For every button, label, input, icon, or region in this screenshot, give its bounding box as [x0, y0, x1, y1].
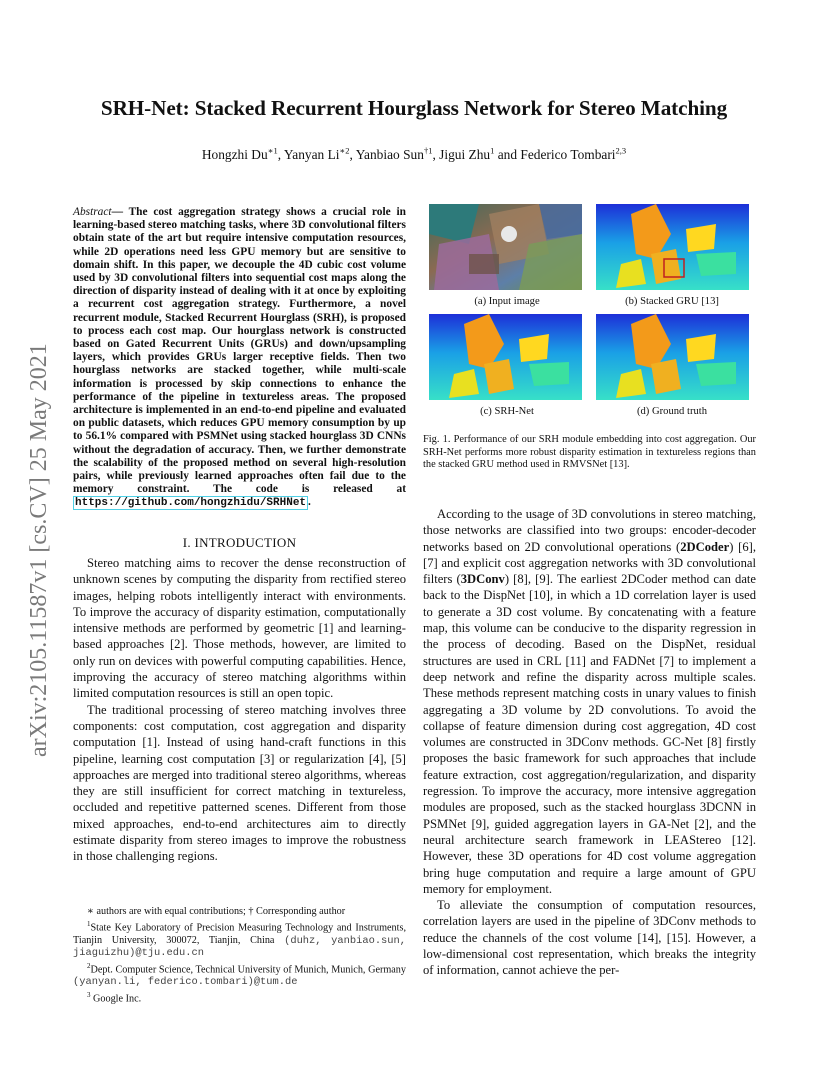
- author-list: [0, 146, 828, 163]
- figure-caption: Fig. 1. Performance of our SRH module embedding into cost aggregation. Our SRH-Net performs more robust disparity estimation in textureless regions than the stacked GRU method used in RMVSNet [13].: [423, 434, 756, 471]
- footnote-affiliation-3: $^3$ Google Inc.: [87, 990, 142, 1004]
- code-repository-link[interactable]: https://github.com/hongzhidu/SRHNet: [75, 497, 307, 510]
- paper-title: SRH-Net: Stacked Recurrent Hourglass Network for Stereo Matching: [100, 96, 728, 120]
- paragraph: Stereo matching aims to recover the dense reconstruction of unknown scenes by computing the disparity from rectified stereo images, helping robots intelligently interact with environments. To improve the accuracy of disparity estimation, computationally intensive methods are performed by geometric [1] and learning-based approaches [2]. Those methods, however, are limited to only run on devices with powerful computing capabilities. Hence, improving the accuracy of stereo matching algorithms within limited computation resources is still an open topic.: [73, 556, 406, 701]
- subcaption-a: (a) Input image: [474, 296, 540, 307]
- paragraph: According to the usage of 3D convolutions in stereo matching, those networks are classified into two groups: encoder-decoder networks based on 2D convolutional operations (2DCoder) [6], [7] and explicit cost aggregation networks with 3D convolutional filters (3DConv) [8], [9]. The earliest 2DCoder method can date back to the DispNet [10], in which a 1D correlation layer is used to generate a 3D cost volume. By concatenating with a feature map, this volume can be conducive to the disparity regression in the process of decoding. Based on the DispNet, residual structures are used in CRL [11] and FADNet [7] to implement a deep network and refine the disparity across multiple scales. These methods represent matching costs in unary values to finish aggregating a 3D volume by 2D convolutions. To avoid the collapse of feature dimension during cost aggregation, 4D cost volumes are constructed in 3DConv methods. GC-Net [8] firstly proposes the basic framework for such approaches that include feature extraction, cost aggregation/regularization, and disparity regression. To improve the accuracy, more intensive aggregation modules are proposed, such as the stacked hourglass 3DCNN in PSMNet [9], guided aggregation layers in GA-Net [2], and the neural architecture search framework in LEAStereo [12]. However, these 3D operations for 4D cost volume aggregation bring huge computation and require a large amount of GPU memory for employment.: [423, 507, 757, 896]
- right-column-body: [423, 506, 756, 979]
- figure-stacked-gru-output: [596, 204, 749, 290]
- email: (yanyan.li, federico.tombari)@tum.de: [73, 976, 298, 989]
- figure-input-image: [429, 204, 582, 290]
- author: Hongzhi $Du^{∗1}$,: [201, 146, 284, 163]
- figure-ground-truth: [596, 314, 749, 400]
- footnote-affiliation-2: $^2$Dept. Computer Science, Technical University of Munich, Munich, Germany (yanyan.li, federico.tombari)@tum.de: [73, 961, 406, 989]
- arxiv-side-stamp: [16, 180, 56, 760]
- footnotes: [73, 906, 406, 1005]
- paragraph: To alleviate the consumption of computation resources, correlation layers are used in the pipeline of 3DConv methods to reduce the channels of the cost volume [14], [15]. However, a low-dimensional cost representation, which breaks the integrity of information, cannot achieve the per-: [423, 898, 756, 978]
- arxiv-identifier: arXiv:2105.11587v1 [cs.CV] 25 May 2021: [26, 343, 52, 757]
- term-3dconv: 3DConv: [460, 572, 505, 587]
- footnote-equal-contribution: ∗ authors are with equal contributions; † Corresponding author: [87, 906, 346, 917]
- abstract-text: The cost aggregation strategy shows a crucial role in learning-based stereo matching tasks, where 3D convolutional filters obtain state of the art but require intensive computation resources, while 2D operations need less GPU memory but are sensitive to domain shift. In this paper, we decouple the 4D cubic cost volume used by 3D convolutional filters into sequential cost maps along the direction of disparity instead of dealing with it at once by exploiting a recurrent cost aggregation strategy. Furthermore, a novel recurrent module, Stacked Recurrent Hourglass (SRH), is proposed to process each cost map. Our hourglass network is constructed based on Gated Recurrent Units (GRUs) and down/upsampling layers, which provides GRUs larger receptive fields. Then two hourglass networks are stacked together, while multi-scale information is processed by skip connections to enhance the performance of the pipeline in textureless areas. The proposed architecture is implemented in an end-to-end pipeline and evaluated on public datasets, which reduces GPU memory consumption by up to 56.1% compared with PSMNet using stacked hourglass 3D CNNs without the degradation of accuracy. Then, we further demonstrate the scalability of the proposed method on several high-resolution pairs, while previously learned approaches often fail due to the memory constraint. The code is released at: [73, 206, 406, 496]
- term-2dcoder: 2DCoder: [680, 539, 730, 554]
- author: Jigui Zhu$^1$ and: [439, 146, 521, 163]
- abstract: Abstract— The cost aggregation strategy shows a crucial role in learning-based stereo matching tasks, where 3D convolutional filters obtain state of the art but require intensive computation resources, while 2D operations need less GPU memory but are sensitive to domain shift. In this paper, we decouple the 4D cubic cost volume used by 3D convolutional filters into sequential cost maps along the direction of disparity instead of dealing with it at once by exploiting a recurrent cost aggregation strategy. Furthermore, a novel recurrent module, Stacked Recurrent Hourglass (SRH), is proposed to process each cost map. Our hourglass network is constructed based on Gated Recurrent Units (GRUs) and down/upsampling layers, which provides GRUs larger receptive fields. Then two hourglass networks are stacked together, while multi-scale information is processed by skip connections to enhance the performance of the pipeline in textureless areas. The proposed architecture is implemented in an end-to-end pipeline and evaluated on public datasets, which reduces GPU memory consumption by up to 56.1% compared with PSMNet using stacked hourglass 3D CNNs without the degradation of accuracy. Then, we further demonstrate the scalability of the proposed method on several high-resolution pairs, while previously learned approaches often fail due to the memory constraint. The code is released at https://github.com/hongzhidu/SRHNet .: [73, 206, 406, 510]
- author: Yanyan $Li^{∗2}$,: [283, 146, 356, 163]
- email: yanbiao.sun, jiaguizhu)@tju.edu.cn: [73, 934, 406, 960]
- figure-srh-net-output: [429, 314, 582, 400]
- email: (duhz,: [284, 934, 322, 947]
- footnote-affiliation-1: $^1$State Key Laboratory of Precision Measuring Technology and Instruments, Tianjin University, 300072, Tianjin, China (duhz, yanbiao.sun, jiaguizhu)@tju.edu.cn: [73, 920, 406, 960]
- introduction-body: [73, 555, 406, 865]
- author: Yanbiao Sun$^{\dagger 1}$,: [355, 146, 440, 163]
- subcaption-b: (b) Stacked GRU [13]: [625, 296, 719, 307]
- paragraph: The traditional processing of stereo matching involves three components: cost computation, cost aggregation and disparity computation [1]. Instead of using hand-craft functions in this pipeline, learning cost computation [3] or regularization [4], [5] approaches are merged into traditional stereo algorithms, whereas they are still insufficient for correct matching in textureless, occluded and repetitive patterned scenes. Different from those mixed approaches, end-to-end architectures aim to directly estimate disparity from stereo images to improve the robustness in those challenging regions.: [73, 702, 406, 864]
- section-heading: I. INTRODUCTION: [182, 535, 297, 550]
- abstract-lead: Abstract: [73, 206, 112, 218]
- subcaption-d: (d) Ground truth: [636, 406, 708, 417]
- subcaption-c: (c) SRH-Net: [480, 406, 534, 417]
- author: Federico Tombari$^{2,3}$: [520, 146, 627, 163]
